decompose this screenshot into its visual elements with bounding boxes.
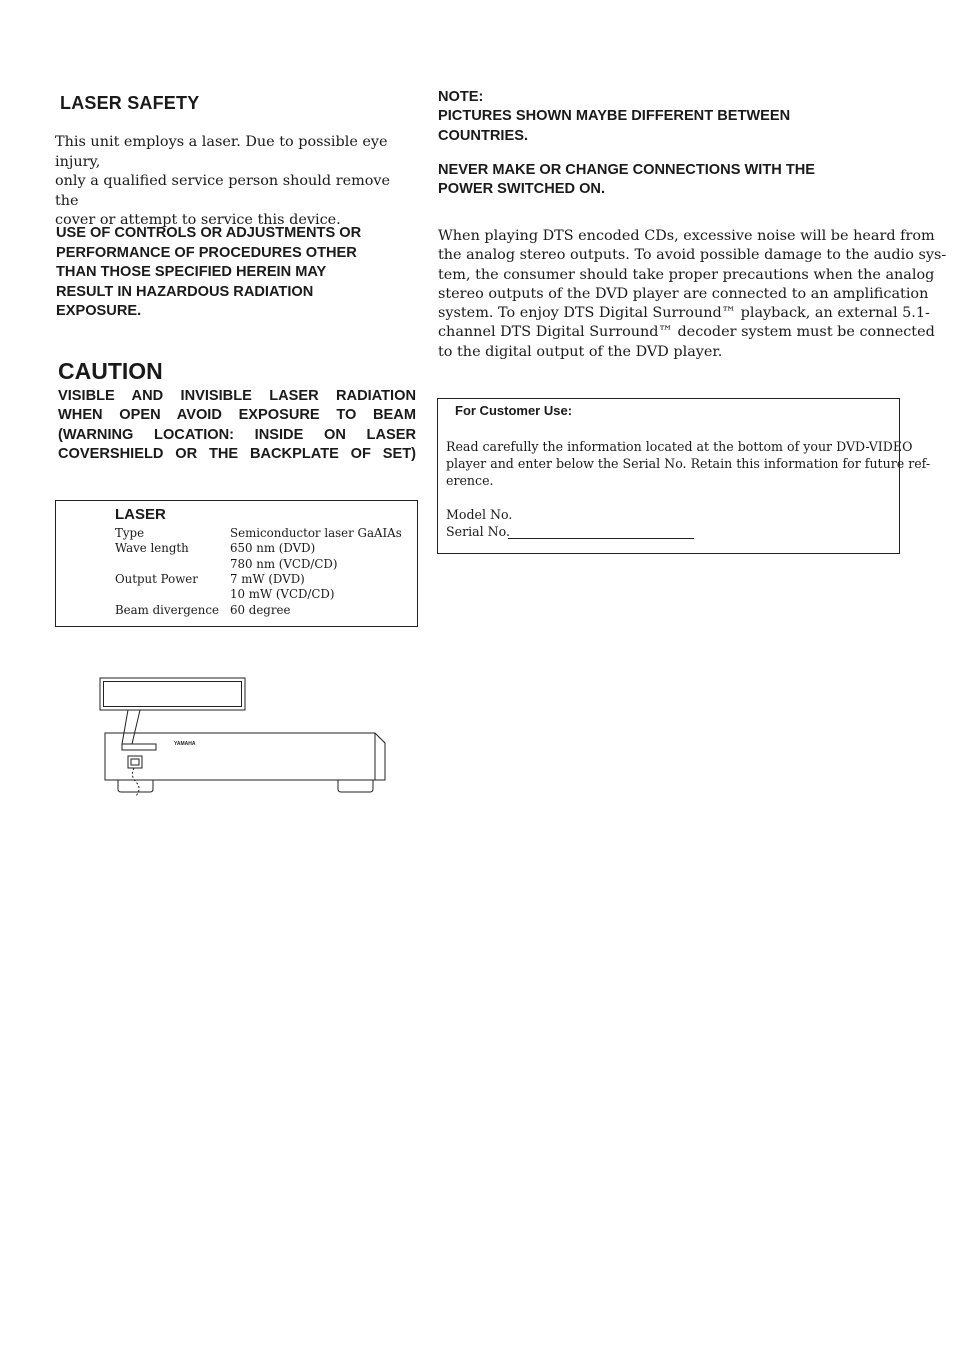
- intro-line: This unit employs a laser. Due to possible eye injury,: [55, 134, 388, 170]
- connection-warning: [438, 161, 898, 200]
- wavelength-value: 650 nm (DVD): [230, 541, 316, 555]
- warning-line: USE OF CONTROLS OR ADJUSTMENTS OR: [56, 225, 362, 241]
- type-value: Semiconductor laser GaAIAs: [230, 526, 402, 540]
- dts-line: to the digital output of the DVD player.: [438, 343, 723, 360]
- dts-line: When playing DTS encoded CDs, excessive noise will be heard from: [438, 228, 935, 244]
- warning-label-callout: [100, 678, 245, 710]
- output-power-value: 10 mW (VCD/CD): [230, 587, 335, 601]
- intro-line: cover or attempt to service this device.: [55, 212, 341, 228]
- caution-line: WHEN OPEN AVOID EXPOSURE TO BEAM: [58, 407, 416, 424]
- customer-use-title: For Customer Use:: [455, 403, 573, 418]
- beam-divergence-label: Beam divergence: [115, 603, 219, 617]
- customer-line: Read carefully the information located at the bottom of your DVD-VIDEO: [446, 439, 913, 454]
- player-foot: [118, 780, 153, 792]
- wavelength-label: Wave length: [115, 541, 189, 555]
- laser-safety-intro: [55, 133, 415, 231]
- dts-line: system. To enjoy DTS Digital Surround™ playback, an external 5.1-: [438, 305, 930, 322]
- intro-line: only a qualified service person should remove the: [55, 173, 391, 209]
- customer-use-box: [437, 398, 931, 554]
- wavelength-value: 780 nm (VCD/CD): [230, 557, 338, 571]
- warning-line: PERFORMANCE OF PROCEDURES OTHER: [56, 244, 357, 261]
- radiation-warning: [56, 224, 418, 322]
- connection-warning-line: NEVER MAKE OR CHANGE CONNECTIONS WITH THE: [438, 162, 816, 178]
- warning-line: THAN THOSE SPECIFIED HEREIN MAY: [56, 264, 327, 280]
- laser-spec-title: LASER: [115, 506, 166, 523]
- laser-safety-heading: LASER SAFETY: [60, 93, 200, 113]
- dts-line: stereo outputs of the DVD player are connected to an amplification: [438, 285, 929, 302]
- brand-logo: YAMAHA: [174, 741, 196, 747]
- player-foot: [338, 780, 373, 792]
- caution-line: COVERSHIELD OR THE BACKPLATE OF SET): [58, 445, 416, 462]
- customer-line: player and enter below the Serial No. Retain this information for future ref-: [446, 456, 931, 471]
- note-line: COUNTRIES.: [438, 127, 528, 144]
- dts-paragraph: [438, 227, 947, 362]
- customer-use-text: [446, 438, 931, 489]
- model-number-label: Model No.: [446, 507, 513, 522]
- serial-number-line: [508, 538, 694, 539]
- caution-line: (WARNING LOCATION: INSIDE ON LASER: [58, 426, 416, 443]
- beam-divergence-value: 60 degree: [230, 603, 291, 617]
- warning-line: EXPOSURE.: [56, 303, 142, 319]
- player-body: [105, 733, 385, 780]
- warning-line: RESULT IN HAZARDOUS RADIATION: [56, 283, 314, 300]
- dts-line: channel DTS Digital Surround™ decoder system must be connected: [438, 324, 935, 341]
- dts-line: the analog stereo outputs. To avoid possible damage to the audio sys-: [438, 247, 947, 264]
- caution-body: [58, 387, 416, 464]
- dvd-player-illustration: [98, 676, 390, 798]
- note-block: [438, 88, 898, 146]
- note-line: NOTE:: [438, 89, 484, 105]
- customer-line: erence.: [446, 473, 494, 488]
- warning-sticker: [122, 744, 156, 750]
- connection-warning-line: POWER SWITCHED ON.: [438, 181, 606, 198]
- laser-spec-box: [55, 500, 418, 627]
- dts-line: tem, the consumer should take proper precautions when the analog: [438, 266, 935, 283]
- caution-line: VISIBLE AND INVISIBLE LASER RADIATION: [58, 388, 416, 404]
- serial-number-label: Serial No.: [446, 524, 511, 539]
- output-power-label: Output Power: [115, 572, 198, 586]
- type-label: Type: [115, 526, 145, 540]
- note-line: PICTURES SHOWN MAYBE DIFFERENT BETWEEN: [438, 108, 791, 125]
- output-power-value: 7 mW (DVD): [230, 572, 305, 586]
- caution-title: CAUTION: [58, 358, 163, 384]
